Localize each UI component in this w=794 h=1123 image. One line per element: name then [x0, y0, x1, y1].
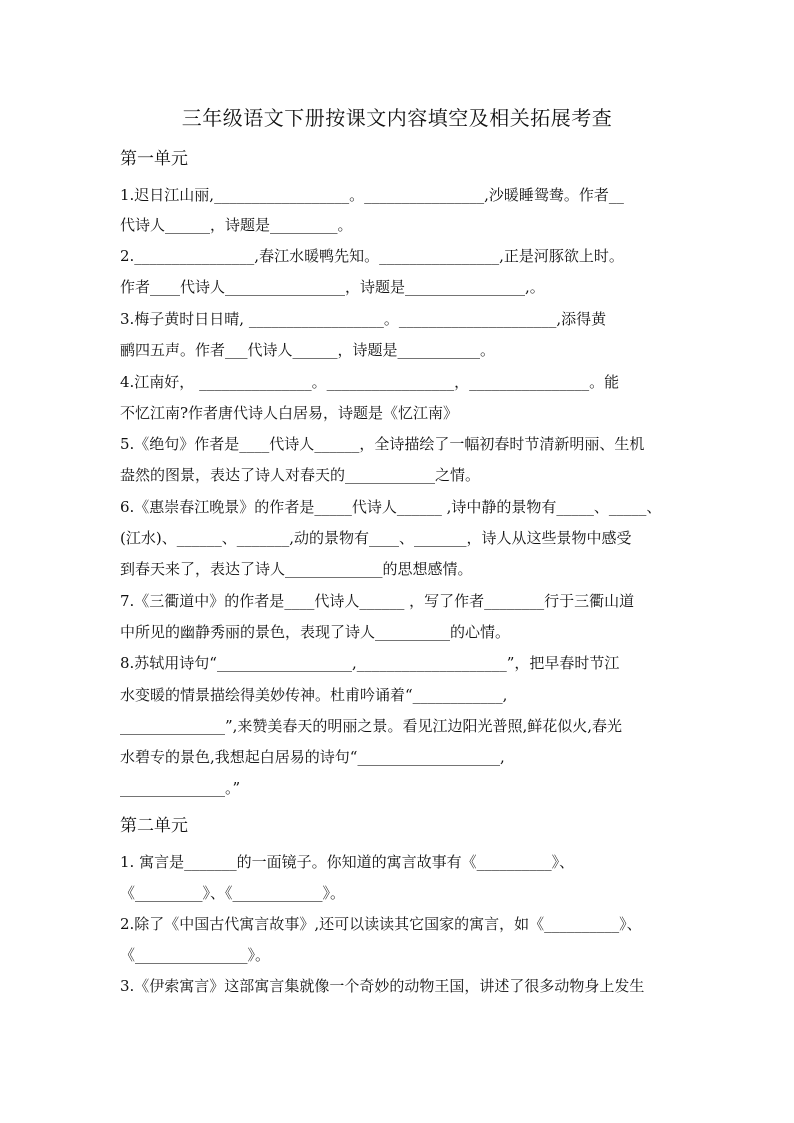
exercise-line: 代诗人______，诗题是_________。	[120, 216, 353, 234]
exercise-line: 《_______________》。	[120, 946, 271, 964]
exercise-line: 3.《伊索寓言》这部寓言集就像一个奇妙的动物王国，讲述了很多动物身上发生	[120, 977, 645, 995]
exercise-line: 到春天来了，表达了诗人_____________的思想感情。	[120, 560, 473, 578]
exercise-line: 作者____代诗人________________，诗题是________________,。	[120, 278, 545, 296]
exercise-line: 鹂四五声。作者___代诗人______，诗题是___________。	[120, 341, 496, 359]
exercise-line: 中所见的幽静秀丽的景色，表现了诗人__________的心情。	[120, 623, 511, 641]
exercise-line: ______________”,来赞美春天的明丽之景。看见江边阳光普照,鲜花似火,春光	[120, 717, 622, 735]
unit-heading-2: 第二单元	[120, 816, 188, 836]
exercise-line: 8.苏轼用诗句“__________________,____________________”，把早春时节江	[120, 654, 620, 672]
page-title: 三年级语文下册按课文内容填空及相关拓展考查	[181, 106, 613, 130]
unit-heading-1: 第一单元	[120, 149, 188, 169]
exercise-line: 3.梅子黄时日日晴, __________________。_____________________,添得黄	[120, 310, 607, 328]
exercise-line: 1. 寓言是_______的一面镜子。你知道的寓言故事有《__________》、	[120, 853, 575, 871]
exercise-line: 2.________________,春江水暖鸭先知。________________,正是河豚欲上时。	[120, 247, 624, 265]
exercise-line: 1.迟日江山丽,__________________。________________,沙暖睡鸳鸯。作者__	[120, 186, 624, 204]
exercise-line: 盎然的图景，表达了诗人对春天的____________之情。	[120, 466, 481, 484]
exercise-line: 7.《三衢道中》的作者是____代诗人______ ，写了作者________行于三衢山道	[120, 592, 635, 610]
exercise-line: 5.《绝句》作者是____代诗人______，全诗描绘了一幅初春时节清新明丽、生机	[120, 435, 645, 453]
exercise-line: 《_________》、《____________》。	[120, 884, 346, 902]
exercise-line: (江水)、______、_______,动的景物有____、_______，诗人从这些景物中感受	[120, 529, 632, 547]
exercise-line: 水碧专的景色,我想起白居易的诗句“___________________,	[120, 748, 505, 766]
exercise-line: 2.除了《中国古代寓言故事》,还可以读读其它国家的寓言，如《__________》、	[120, 915, 642, 933]
exercise-line: 6.《惠崇春江晚景》的作者是_____代诗人______ ,诗中静的景物有_____、_____、	[120, 498, 662, 516]
exercise-line: 不忆江南?作者唐代诗人白居易，诗题是《忆江南》	[120, 404, 459, 422]
exercise-line: 4.江南好， _______________。_________________，________________。能	[120, 373, 620, 391]
exercise-line: ______________。”	[120, 779, 241, 797]
exercise-line: 水变暖的情景描绘得美妙传神。杜甫吟诵着“____________,	[120, 686, 508, 704]
